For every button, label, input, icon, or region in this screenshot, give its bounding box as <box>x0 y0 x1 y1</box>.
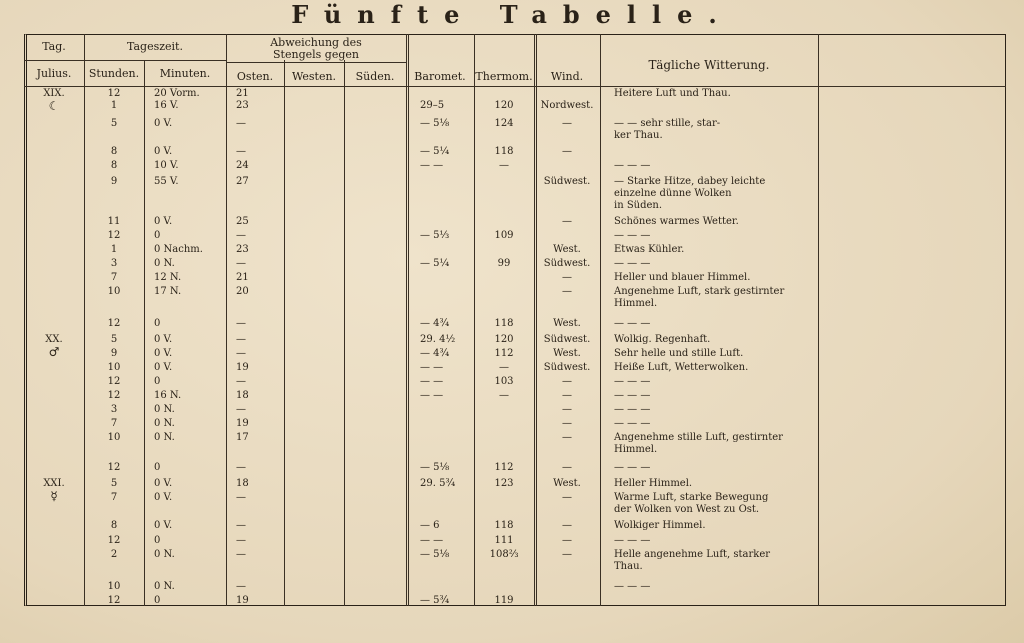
cell-thermometer: 103 <box>494 376 514 387</box>
cell-barometer: 29. 4½ <box>420 334 456 345</box>
cell-stunden: 8 <box>110 520 118 531</box>
cell-osten: 19 <box>236 362 249 373</box>
header-thermometer: Thermom. <box>475 70 533 83</box>
cell-wind: Südwest. <box>543 334 591 345</box>
cell-minuten: 0 <box>154 535 161 546</box>
cell-thermometer: 108⅔ <box>489 549 519 560</box>
cell-minuten: 55 V. <box>154 176 179 187</box>
cell-wind: West. <box>553 244 581 255</box>
cell-wind: West. <box>553 348 581 359</box>
header-rule <box>226 62 406 63</box>
cell-wind: — <box>562 216 572 227</box>
cell-osten: 17 <box>236 432 249 443</box>
cell-stunden: 12 <box>107 390 121 401</box>
cell-osten: — <box>236 492 246 503</box>
cell-osten: 23 <box>236 100 249 111</box>
cell-osten: 25 <box>236 216 249 227</box>
cell-stunden: 12 <box>107 595 121 606</box>
cell-stunden: 7 <box>110 418 118 429</box>
cell-osten: 21 <box>236 272 249 283</box>
col-rule <box>818 34 819 606</box>
cell-osten: — <box>236 334 246 345</box>
table-title: Fünfte Tabelle. <box>291 0 733 29</box>
cell-barometer: — — <box>420 390 444 401</box>
cell-witterung: — — — <box>614 318 651 329</box>
cell-stunden: 12 <box>107 462 121 473</box>
cell-stunden: 8 <box>110 146 118 157</box>
header-stunden: Stunden. <box>88 67 140 80</box>
cell-osten: — <box>236 258 246 269</box>
cell-stunden: 9 <box>110 176 118 187</box>
cell-witterung: — Starke Hitze, dabey leichte <box>614 176 766 187</box>
cell-osten: 20 <box>236 286 249 297</box>
cell-osten: — <box>236 230 246 241</box>
cell-minuten: 0 <box>154 230 161 241</box>
cell-stunden: 12 <box>107 376 121 387</box>
cell-witterung: — — — <box>614 160 651 171</box>
day-label: XX. <box>45 334 63 345</box>
cell-witterung: ker Thau. <box>614 130 663 141</box>
col-rule <box>144 60 145 606</box>
header-abweichung: Abweichung des Stengels gegen <box>270 36 362 61</box>
cell-minuten: 0 V. <box>154 334 173 345</box>
cell-witterung: Himmel. <box>614 444 658 455</box>
cell-thermometer: — <box>499 160 509 171</box>
cell-wind: — <box>562 462 572 473</box>
cell-wind: — <box>562 549 572 560</box>
cell-barometer: — 5⅛ <box>420 118 450 129</box>
cell-osten: — <box>236 146 246 157</box>
header-witterung: Tägliche Witterung. <box>648 58 770 72</box>
cell-stunden: 5 <box>110 334 118 345</box>
cell-minuten: 0 <box>154 462 161 473</box>
cell-wind: — <box>562 146 572 157</box>
cell-wind: Südwest. <box>543 176 591 187</box>
cell-minuten: 0 N. <box>154 432 175 443</box>
cell-witterung: Heiße Luft, Wetterwolken. <box>614 362 749 373</box>
cell-thermometer: 124 <box>494 118 514 129</box>
cell-minuten: 0 N. <box>154 418 175 429</box>
cell-barometer: — 5¼ <box>420 146 450 157</box>
cell-stunden: 12 <box>107 230 121 241</box>
col-rule <box>344 60 345 606</box>
cell-osten: 18 <box>236 478 249 489</box>
cell-thermometer: 120 <box>494 334 514 345</box>
cell-minuten: 0 <box>154 318 161 329</box>
cell-osten: — <box>236 348 246 359</box>
cell-minuten: 0 N. <box>154 258 175 269</box>
cell-thermometer: — <box>499 362 509 373</box>
cell-osten: — <box>236 535 246 546</box>
cell-witterung: — — — <box>614 390 651 401</box>
cell-witterung: Heller und blauer Himmel. <box>614 272 751 283</box>
cell-witterung: — — sehr stille, star- <box>614 118 721 129</box>
cell-minuten: 0 <box>154 376 161 387</box>
cell-barometer: — 6 <box>420 520 440 531</box>
cell-stunden: 3 <box>110 404 118 415</box>
cell-witterung: Wolkiger Himmel. <box>614 520 706 531</box>
cell-wind: — <box>562 520 572 531</box>
cell-osten: — <box>236 520 246 531</box>
cell-osten: 27 <box>236 176 249 187</box>
cell-witterung: Heitere Luft und Thau. <box>614 88 731 99</box>
header-sueden: Süden. <box>355 70 395 83</box>
col-rule <box>84 34 85 606</box>
planet-symbol: ♂ <box>48 345 60 359</box>
cell-witterung: — — — <box>614 581 651 592</box>
cell-thermometer: 120 <box>494 100 514 111</box>
cell-wind: Südwest. <box>543 258 591 269</box>
cell-minuten: 0 N. <box>154 549 175 560</box>
day-label: XXI. <box>43 478 65 489</box>
cell-minuten: 0 N. <box>154 404 175 415</box>
cell-thermometer: 123 <box>494 478 514 489</box>
cell-witterung: Heller Himmel. <box>614 478 693 489</box>
header-wind: Wind. <box>550 70 584 83</box>
cell-stunden: 1 <box>110 244 118 255</box>
cell-wind: Südwest. <box>543 362 591 373</box>
cell-witterung: Himmel. <box>614 298 658 309</box>
cell-witterung: — — — <box>614 404 651 415</box>
cell-osten: 19 <box>236 595 249 606</box>
cell-minuten: 20 Vorm. <box>154 88 200 99</box>
cell-witterung: Thau. <box>614 561 643 572</box>
cell-wind: — <box>562 432 572 443</box>
cell-wind: West. <box>553 478 581 489</box>
cell-witterung: Schönes warmes Wetter. <box>614 216 739 227</box>
cell-barometer: 29. 5¾ <box>420 478 456 489</box>
cell-witterung: Warme Luft, starke Bewegung <box>614 492 769 503</box>
cell-witterung: Helle angenehme Luft, starker <box>614 549 771 560</box>
cell-minuten: 0 V. <box>154 118 173 129</box>
cell-witterung: — — — <box>614 376 651 387</box>
cell-minuten: 17 N. <box>154 286 182 297</box>
cell-witterung: Sehr helle und stille Luft. <box>614 348 744 359</box>
cell-minuten: 10 V. <box>154 160 179 171</box>
cell-minuten: 0 Nachm. <box>154 244 203 255</box>
cell-thermometer: 119 <box>494 595 514 606</box>
cell-minuten: 0 V. <box>154 520 173 531</box>
cell-wind: Nordwest. <box>540 100 594 111</box>
cell-minuten: 0 V. <box>154 216 173 227</box>
cell-barometer: 29–5 <box>420 100 445 111</box>
cell-osten: — <box>236 118 246 129</box>
cell-stunden: 10 <box>107 432 121 443</box>
col-rule <box>226 34 227 606</box>
cell-minuten: 12 N. <box>154 272 182 283</box>
day-label: XIX. <box>43 88 65 99</box>
cell-barometer: — — <box>420 376 444 387</box>
cell-witterung: Wolkig. Regenhaft. <box>614 334 711 345</box>
cell-osten: — <box>236 581 246 592</box>
cell-wind: — <box>562 286 572 297</box>
cell-wind: — <box>562 376 572 387</box>
cell-osten: 23 <box>236 244 249 255</box>
cell-witterung: in Süden. <box>614 200 663 211</box>
cell-thermometer: 111 <box>494 535 514 546</box>
header-rule <box>24 60 84 61</box>
cell-stunden: 3 <box>110 258 118 269</box>
cell-barometer: — 5⅓ <box>420 230 450 241</box>
cell-wind: — <box>562 118 572 129</box>
cell-stunden: 10 <box>107 286 121 297</box>
cell-thermometer: 112 <box>494 462 514 473</box>
cell-stunden: 8 <box>110 160 118 171</box>
cell-stunden: 7 <box>110 272 118 283</box>
cell-wind: — <box>562 272 572 283</box>
cell-witterung: — — — <box>614 535 651 546</box>
header-rule <box>24 86 1006 87</box>
cell-thermometer: 99 <box>497 258 511 269</box>
cell-witterung: Angenehme Luft, stark gestirnter <box>614 286 785 297</box>
col-rule <box>600 34 601 606</box>
cell-stunden: 5 <box>110 478 118 489</box>
planet-symbol: ☿ <box>50 489 58 503</box>
cell-wind: — <box>562 492 572 503</box>
cell-barometer: — 5¼ <box>420 258 450 269</box>
cell-thermometer: 109 <box>494 230 514 241</box>
cell-witterung: einzelne dünne Wolken <box>614 188 732 199</box>
header-minuten: Minuten. <box>159 67 211 80</box>
header-barometer: Baromet. <box>414 70 466 83</box>
cell-barometer: — 5¾ <box>420 595 450 606</box>
cell-stunden: 9 <box>110 348 118 359</box>
cell-osten: — <box>236 549 246 560</box>
cell-thermometer: 118 <box>494 318 514 329</box>
cell-stunden: 10 <box>107 362 121 373</box>
cell-osten: — <box>236 318 246 329</box>
col-rule <box>284 60 285 606</box>
cell-minuten: 0 V. <box>154 348 173 359</box>
cell-witterung: Etwas Kühler. <box>614 244 685 255</box>
cell-thermometer: — <box>499 390 509 401</box>
cell-witterung: — — — <box>614 258 651 269</box>
cell-minuten: 0 V. <box>154 146 173 157</box>
cell-stunden: 12 <box>107 88 121 99</box>
cell-stunden: 11 <box>107 216 121 227</box>
cell-osten: — <box>236 376 246 387</box>
header-rule <box>84 60 226 61</box>
cell-barometer: — — <box>420 362 444 373</box>
cell-stunden: 7 <box>110 492 118 503</box>
cell-stunden: 2 <box>110 549 118 560</box>
cell-stunden: 12 <box>107 535 121 546</box>
cell-thermometer: 118 <box>494 520 514 531</box>
cell-wind: — <box>562 535 572 546</box>
cell-thermometer: 112 <box>494 348 514 359</box>
cell-osten: — <box>236 404 246 415</box>
cell-minuten: 0 V. <box>154 362 173 373</box>
cell-stunden: 10 <box>107 581 121 592</box>
cell-witterung: — — — <box>614 462 651 473</box>
cell-barometer: — 5⅛ <box>420 549 450 560</box>
cell-osten: 18 <box>236 390 249 401</box>
col-rule <box>406 34 409 606</box>
cell-wind: — <box>562 418 572 429</box>
cell-stunden: 12 <box>107 318 121 329</box>
header-tageszeit: Tageszeit. <box>127 40 183 53</box>
cell-minuten: 0 V. <box>154 478 173 489</box>
header-month: Julius. <box>36 67 72 80</box>
cell-osten: 21 <box>236 88 249 99</box>
cell-stunden: 1 <box>110 100 118 111</box>
cell-osten: 24 <box>236 160 249 171</box>
cell-wind: West. <box>553 318 581 329</box>
planet-symbol: ☾ <box>48 99 60 113</box>
cell-wind: — <box>562 390 572 401</box>
cell-thermometer: 118 <box>494 146 514 157</box>
cell-barometer: — — <box>420 160 444 171</box>
header-westen: Westen. <box>291 70 337 83</box>
cell-witterung: — — — <box>614 418 651 429</box>
cell-witterung: — — — <box>614 230 651 241</box>
cell-witterung: Angenehme stille Luft, gestirnter <box>614 432 783 443</box>
cell-minuten: 16 N. <box>154 390 182 401</box>
cell-barometer: — 4¾ <box>420 348 450 359</box>
cell-minuten: 16 V. <box>154 100 179 111</box>
cell-wind: — <box>562 404 572 415</box>
cell-barometer: — 4¾ <box>420 318 450 329</box>
cell-minuten: 0 V. <box>154 492 173 503</box>
header-tag: Tag. <box>42 40 66 53</box>
cell-barometer: — — <box>420 535 444 546</box>
cell-witterung: der Wolken von West zu Ost. <box>614 504 760 515</box>
cell-minuten: 0 N. <box>154 581 175 592</box>
header-osten: Osten. <box>236 70 274 83</box>
cell-osten: 19 <box>236 418 249 429</box>
cell-osten: — <box>236 462 246 473</box>
cell-stunden: 5 <box>110 118 118 129</box>
cell-minuten: 0 <box>154 595 161 606</box>
cell-barometer: — 5⅛ <box>420 462 450 473</box>
